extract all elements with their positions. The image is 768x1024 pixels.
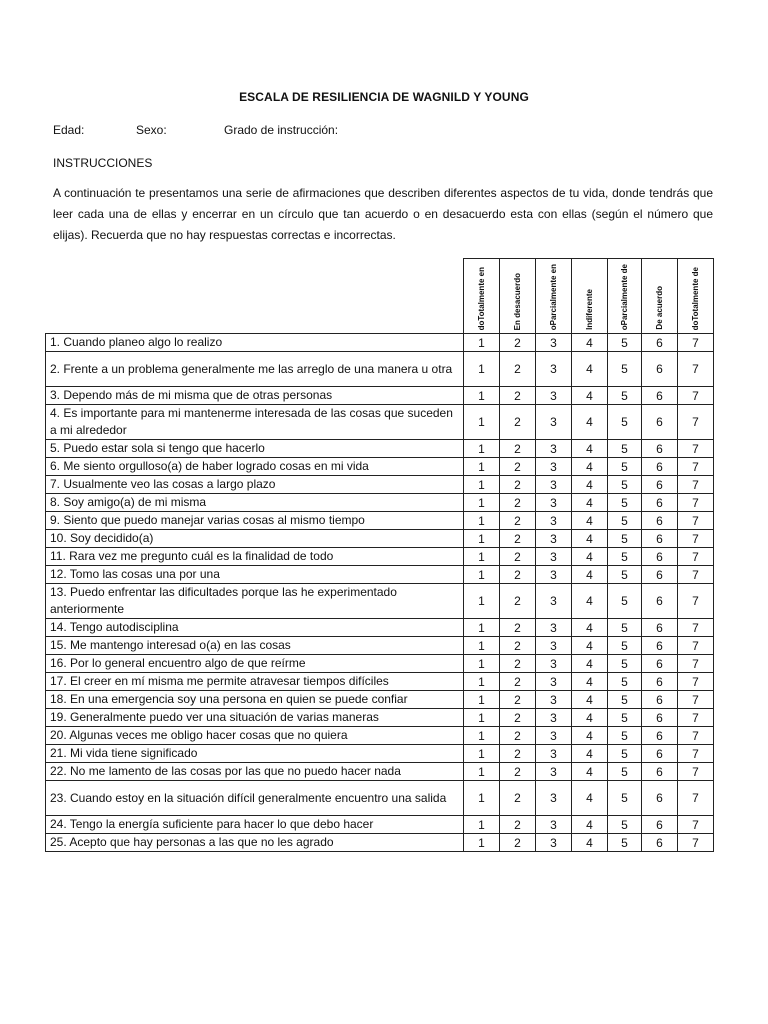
scale-option-1[interactable]: 1: [464, 673, 500, 691]
item-statement: 9. Siento que puedo manejar varias cosas al mismo tiempo: [46, 512, 464, 530]
scale-option-4[interactable]: 4: [572, 781, 608, 816]
scale-option-1[interactable]: 1: [464, 619, 500, 637]
scale-option-1[interactable]: 1: [464, 691, 500, 709]
document-title: ESCALA DE RESILIENCIA DE WAGNILD Y YOUNG: [239, 90, 529, 104]
scale-option-3[interactable]: 3: [536, 781, 572, 816]
scale-header-label: Indiferente: [584, 289, 594, 330]
instructions-text: A continuación te presentamos una serie de afirmaciones que describen diferentes aspectos de tu vida, donde tendrás que leer cada una de ellas y encerrar en un círculo que tan acuerdo o en desacuerdo esta con ellas (según el número que elijas). Recuerda que no hay respuestas correctas e incorrectas.: [53, 186, 713, 242]
scale-header-label: doTotalmente de: [690, 266, 700, 330]
table-row: [46, 781, 714, 816]
scale-option-5[interactable]: 5: [608, 709, 642, 727]
scale-option-1[interactable]: 1: [464, 816, 500, 834]
scale-option-5[interactable]: 5: [608, 745, 642, 763]
scale-option-4[interactable]: 4: [572, 816, 608, 834]
scale-option-2[interactable]: 2: [500, 727, 536, 745]
table-row: [46, 334, 714, 352]
scale-option-4[interactable]: 4: [572, 494, 608, 512]
scale-option-3[interactable]: 3: [536, 334, 572, 352]
item-statement: 11. Rara vez me pregunto cuál es la finalidad de todo: [46, 548, 464, 566]
scale-option-2[interactable]: 2: [500, 334, 536, 352]
scale-option-2[interactable]: 2: [500, 530, 536, 548]
item-statement: 4. Es importante para mi mantenerme interesada de las cosas que suceden a mi alrededor: [46, 405, 464, 440]
scale-option-6[interactable]: 6: [642, 763, 678, 781]
scale-option-6[interactable]: 6: [642, 530, 678, 548]
scale-option-1[interactable]: 1: [464, 763, 500, 781]
scale-option-2[interactable]: 2: [500, 476, 536, 494]
scale-option-2[interactable]: 2: [500, 440, 536, 458]
scale-option-6[interactable]: 6: [642, 637, 678, 655]
scale-option-3[interactable]: 3: [536, 655, 572, 673]
item-statement: 8. Soy amigo(a) de mi misma: [46, 494, 464, 512]
scale-option-4[interactable]: 4: [572, 530, 608, 548]
scale-option-3[interactable]: 3: [536, 512, 572, 530]
scale-option-7[interactable]: 7: [678, 655, 714, 673]
scale-option-5[interactable]: 5: [608, 673, 642, 691]
scale-option-1[interactable]: 1: [464, 834, 500, 852]
scale-option-5[interactable]: 5: [608, 352, 642, 387]
scale-option-6[interactable]: 6: [642, 655, 678, 673]
scale-option-3[interactable]: 3: [536, 637, 572, 655]
scale-option-4[interactable]: 4: [572, 673, 608, 691]
scale-option-3[interactable]: 3: [536, 494, 572, 512]
table-row: [46, 691, 714, 709]
scale-option-7[interactable]: 7: [678, 334, 714, 352]
scale-option-2[interactable]: 2: [500, 709, 536, 727]
item-statement: 3. Dependo más de mi misma que de otras personas: [46, 387, 464, 405]
scale-option-4[interactable]: 4: [572, 763, 608, 781]
scale-option-6[interactable]: 6: [642, 709, 678, 727]
scale-option-6[interactable]: 6: [642, 566, 678, 584]
scale-option-1[interactable]: 1: [464, 727, 500, 745]
scale-option-7[interactable]: 7: [678, 512, 714, 530]
scale-option-3[interactable]: 3: [536, 584, 572, 619]
scale-option-4[interactable]: 4: [572, 655, 608, 673]
scale-option-7[interactable]: 7: [678, 673, 714, 691]
scale-option-4[interactable]: 4: [572, 440, 608, 458]
scale-option-3[interactable]: 3: [536, 440, 572, 458]
scale-option-5[interactable]: 5: [608, 619, 642, 637]
item-statement: 15. Me mantengo interesad o(a) en las cosas: [46, 637, 464, 655]
scale-option-3[interactable]: 3: [536, 548, 572, 566]
scale-option-6[interactable]: 6: [642, 476, 678, 494]
scale-option-7[interactable]: 7: [678, 584, 714, 619]
scale-option-3[interactable]: 3: [536, 673, 572, 691]
scale-header-3: [536, 259, 572, 334]
scale-option-3[interactable]: 3: [536, 530, 572, 548]
scale-option-7[interactable]: 7: [678, 816, 714, 834]
scale-option-5[interactable]: 5: [608, 458, 642, 476]
scale-option-7[interactable]: 7: [678, 530, 714, 548]
scale-header-6: [642, 259, 678, 334]
scale-option-7[interactable]: 7: [678, 405, 714, 440]
scale-option-2[interactable]: 2: [500, 352, 536, 387]
scale-option-5[interactable]: 5: [608, 763, 642, 781]
table-row: [46, 494, 714, 512]
table-row: [46, 816, 714, 834]
scale-option-5[interactable]: 5: [608, 476, 642, 494]
grado-label: Grado de instrucción:: [224, 123, 339, 137]
scale-option-3[interactable]: 3: [536, 727, 572, 745]
scale-option-1[interactable]: 1: [464, 440, 500, 458]
scale-header-row: [46, 259, 714, 334]
scale-option-1[interactable]: 1: [464, 405, 500, 440]
scale-option-6[interactable]: 6: [642, 512, 678, 530]
scale-option-2[interactable]: 2: [500, 745, 536, 763]
scale-option-5[interactable]: 5: [608, 781, 642, 816]
item-statement: 16. Por lo general encuentro algo de que reírme: [46, 655, 464, 673]
scale-option-5[interactable]: 5: [608, 334, 642, 352]
scale-option-4[interactable]: 4: [572, 709, 608, 727]
item-statement: 5. Puedo estar sola si tengo que hacerlo: [46, 440, 464, 458]
scale-option-4[interactable]: 4: [572, 619, 608, 637]
scale-option-4[interactable]: 4: [572, 584, 608, 619]
scale-option-4[interactable]: 4: [572, 834, 608, 852]
scale-option-4[interactable]: 4: [572, 387, 608, 405]
scale-option-7[interactable]: 7: [678, 566, 714, 584]
scale-option-3[interactable]: 3: [536, 405, 572, 440]
table-row: [46, 727, 714, 745]
scale-option-5[interactable]: 5: [608, 637, 642, 655]
item-statement: 19. Generalmente puedo ver una situación de varias maneras: [46, 709, 464, 727]
scale-option-3[interactable]: 3: [536, 763, 572, 781]
scale-option-3[interactable]: 3: [536, 387, 572, 405]
scale-option-7[interactable]: 7: [678, 548, 714, 566]
scale-option-2[interactable]: 2: [500, 834, 536, 852]
scale-option-1[interactable]: 1: [464, 334, 500, 352]
scale-option-1[interactable]: 1: [464, 548, 500, 566]
item-statement: 23. Cuando estoy en la situación difícil generalmente encuentro una salida: [46, 781, 464, 816]
scale-option-7[interactable]: 7: [678, 727, 714, 745]
scale-option-5[interactable]: 5: [608, 494, 642, 512]
scale-option-5[interactable]: 5: [608, 816, 642, 834]
item-statement: 6. Me siento orgulloso(a) de haber logrado cosas en mi vida: [46, 458, 464, 476]
scale-option-7[interactable]: 7: [678, 834, 714, 852]
scale-option-6[interactable]: 6: [642, 548, 678, 566]
table-row: [46, 458, 714, 476]
scale-option-7[interactable]: 7: [678, 637, 714, 655]
scale-header-1: [464, 259, 500, 334]
item-statement: 21. Mi vida tiene significado: [46, 745, 464, 763]
scale-option-2[interactable]: 2: [500, 781, 536, 816]
item-statement: 14. Tengo autodisciplina: [46, 619, 464, 637]
scale-option-7[interactable]: 7: [678, 745, 714, 763]
table-row: [46, 548, 714, 566]
scale-option-6[interactable]: 6: [642, 352, 678, 387]
scale-option-4[interactable]: 4: [572, 512, 608, 530]
scale-option-3[interactable]: 3: [536, 566, 572, 584]
scale-option-4[interactable]: 4: [572, 566, 608, 584]
scale-option-2[interactable]: 2: [500, 637, 536, 655]
scale-option-2[interactable]: 2: [500, 458, 536, 476]
scale-option-5[interactable]: 5: [608, 440, 642, 458]
scale-option-1[interactable]: 1: [464, 530, 500, 548]
scale-option-6[interactable]: 6: [642, 816, 678, 834]
scale-option-7[interactable]: 7: [678, 709, 714, 727]
scale-option-1[interactable]: 1: [464, 512, 500, 530]
scale-option-3[interactable]: 3: [536, 619, 572, 637]
table-row: [46, 387, 714, 405]
item-statement: 1. Cuando planeo algo lo realizo: [46, 334, 464, 352]
scale-option-6[interactable]: 6: [642, 440, 678, 458]
scale-option-6[interactable]: 6: [642, 494, 678, 512]
resilience-scale-table: [45, 258, 714, 852]
scale-option-7[interactable]: 7: [678, 763, 714, 781]
scale-option-1[interactable]: 1: [464, 709, 500, 727]
scale-option-2[interactable]: 2: [500, 763, 536, 781]
scale-option-1[interactable]: 1: [464, 566, 500, 584]
sexo-label: Sexo:: [136, 123, 167, 137]
scale-option-1[interactable]: 1: [464, 458, 500, 476]
table-row: [46, 637, 714, 655]
scale-option-4[interactable]: 4: [572, 727, 608, 745]
scale-option-6[interactable]: 6: [642, 458, 678, 476]
item-statement: 22. No me lamento de las cosas por las que no puedo hacer nada: [46, 763, 464, 781]
scale-header-label: En desacuerdo: [512, 272, 522, 330]
table-row: [46, 655, 714, 673]
scale-option-4[interactable]: 4: [572, 691, 608, 709]
table-row: [46, 530, 714, 548]
item-statement: 24. Tengo la energía suficiente para hacer lo que debo hacer: [46, 816, 464, 834]
scale-option-6[interactable]: 6: [642, 781, 678, 816]
table-row: [46, 476, 714, 494]
table-row: [46, 584, 714, 619]
item-statement: 7. Usualmente veo las cosas a largo plazo: [46, 476, 464, 494]
scale-option-3[interactable]: 3: [536, 816, 572, 834]
scale-option-5[interactable]: 5: [608, 387, 642, 405]
scale-option-5[interactable]: 5: [608, 548, 642, 566]
scale-option-1[interactable]: 1: [464, 781, 500, 816]
scale-option-3[interactable]: 3: [536, 691, 572, 709]
scale-header-label: oParcialmente en: [548, 263, 558, 330]
scale-option-7[interactable]: 7: [678, 781, 714, 816]
scale-option-1[interactable]: 1: [464, 476, 500, 494]
scale-option-6[interactable]: 6: [642, 334, 678, 352]
table-row: [46, 566, 714, 584]
scale-option-1[interactable]: 1: [464, 745, 500, 763]
scale-option-7[interactable]: 7: [678, 458, 714, 476]
scale-option-4[interactable]: 4: [572, 405, 608, 440]
scale-option-2[interactable]: 2: [500, 512, 536, 530]
scale-option-1[interactable]: 1: [464, 637, 500, 655]
item-statement: 12. Tomo las cosas una por una: [46, 566, 464, 584]
scale-option-7[interactable]: 7: [678, 387, 714, 405]
scale-option-7[interactable]: 7: [678, 494, 714, 512]
scale-option-6[interactable]: 6: [642, 834, 678, 852]
scale-option-3[interactable]: 3: [536, 476, 572, 494]
item-statement: 20. Algunas veces me obligo hacer cosas que no quiera: [46, 727, 464, 745]
scale-option-4[interactable]: 4: [572, 476, 608, 494]
table-row: [46, 834, 714, 852]
item-statement: 10. Soy decidido(a): [46, 530, 464, 548]
scale-option-7[interactable]: 7: [678, 476, 714, 494]
table-row: [46, 673, 714, 691]
table-row: [46, 405, 714, 440]
scale-option-3[interactable]: 3: [536, 709, 572, 727]
scale-option-5[interactable]: 5: [608, 530, 642, 548]
scale-option-6[interactable]: 6: [642, 584, 678, 619]
scale-option-4[interactable]: 4: [572, 637, 608, 655]
scale-header-5: [608, 259, 642, 334]
scale-option-2[interactable]: 2: [500, 405, 536, 440]
item-statement: 18. En una emergencia soy una persona en quien se puede confiar: [46, 691, 464, 709]
scale-option-2[interactable]: 2: [500, 691, 536, 709]
scale-option-6[interactable]: 6: [642, 387, 678, 405]
scale-option-7[interactable]: 7: [678, 352, 714, 387]
scale-option-6[interactable]: 6: [642, 619, 678, 637]
scale-option-5[interactable]: 5: [608, 512, 642, 530]
scale-header-7: [678, 259, 714, 334]
scale-option-2[interactable]: 2: [500, 584, 536, 619]
scale-option-4[interactable]: 4: [572, 352, 608, 387]
scale-option-7[interactable]: 7: [678, 440, 714, 458]
table-row: [46, 709, 714, 727]
scale-option-4[interactable]: 4: [572, 745, 608, 763]
item-statement: 17. El creer en mí misma me permite atravesar tiempos difíciles: [46, 673, 464, 691]
scale-option-6[interactable]: 6: [642, 691, 678, 709]
scale-header-label: doTotalmente en: [476, 266, 486, 330]
scale-option-2[interactable]: 2: [500, 548, 536, 566]
table-row: [46, 352, 714, 387]
table-row: [46, 763, 714, 781]
scale-header-label: oParcialmente de: [619, 263, 629, 330]
scale-header-4: [572, 259, 608, 334]
scale-option-5[interactable]: 5: [608, 405, 642, 440]
table-row: [46, 440, 714, 458]
scale-option-2[interactable]: 2: [500, 816, 536, 834]
scale-option-2[interactable]: 2: [500, 655, 536, 673]
scale-option-5[interactable]: 5: [608, 727, 642, 745]
scale-option-1[interactable]: 1: [464, 352, 500, 387]
respondent-fields: [53, 123, 713, 139]
scale-option-3[interactable]: 3: [536, 745, 572, 763]
scale-option-4[interactable]: 4: [572, 548, 608, 566]
scale-option-6[interactable]: 6: [642, 673, 678, 691]
scale-option-7[interactable]: 7: [678, 619, 714, 637]
item-statement: 13. Puedo enfrentar las dificultades porque las he experimentado anteriormente: [46, 584, 464, 619]
item-statement: 25. Acepto que hay personas a las que no les agrado: [46, 834, 464, 852]
scale-option-5[interactable]: 5: [608, 834, 642, 852]
scale-option-2[interactable]: 2: [500, 673, 536, 691]
scale-option-1[interactable]: 1: [464, 655, 500, 673]
scale-header-label: De acuerdo: [654, 286, 664, 330]
scale-option-3[interactable]: 3: [536, 834, 572, 852]
scale-option-3[interactable]: 3: [536, 458, 572, 476]
instructions-heading: INSTRUCCIONES: [53, 156, 153, 170]
scale-option-5[interactable]: 5: [608, 655, 642, 673]
header-spacer: [46, 259, 464, 334]
table-row: [46, 512, 714, 530]
table-row: [46, 619, 714, 637]
scale-option-7[interactable]: 7: [678, 691, 714, 709]
scale-option-5[interactable]: 5: [608, 566, 642, 584]
item-statement: 2. Frente a un problema generalmente me las arreglo de una manera u otra: [46, 352, 464, 387]
edad-label: Edad:: [53, 123, 85, 137]
scale-option-4[interactable]: 4: [572, 334, 608, 352]
scale-option-2[interactable]: 2: [500, 566, 536, 584]
scale-option-2[interactable]: 2: [500, 494, 536, 512]
scale-option-2[interactable]: 2: [500, 619, 536, 637]
scale-option-4[interactable]: 4: [572, 458, 608, 476]
scale-header-2: [500, 259, 536, 334]
scale-option-6[interactable]: 6: [642, 727, 678, 745]
scale-option-3[interactable]: 3: [536, 352, 572, 387]
scale-option-5[interactable]: 5: [608, 691, 642, 709]
table-row: [46, 745, 714, 763]
scale-option-1[interactable]: 1: [464, 387, 500, 405]
scale-option-6[interactable]: 6: [642, 745, 678, 763]
scale-option-1[interactable]: 1: [464, 584, 500, 619]
scale-option-1[interactable]: 1: [464, 494, 500, 512]
scale-option-5[interactable]: 5: [608, 584, 642, 619]
scale-option-2[interactable]: 2: [500, 387, 536, 405]
items-body: [46, 334, 714, 852]
scale-option-6[interactable]: 6: [642, 405, 678, 440]
